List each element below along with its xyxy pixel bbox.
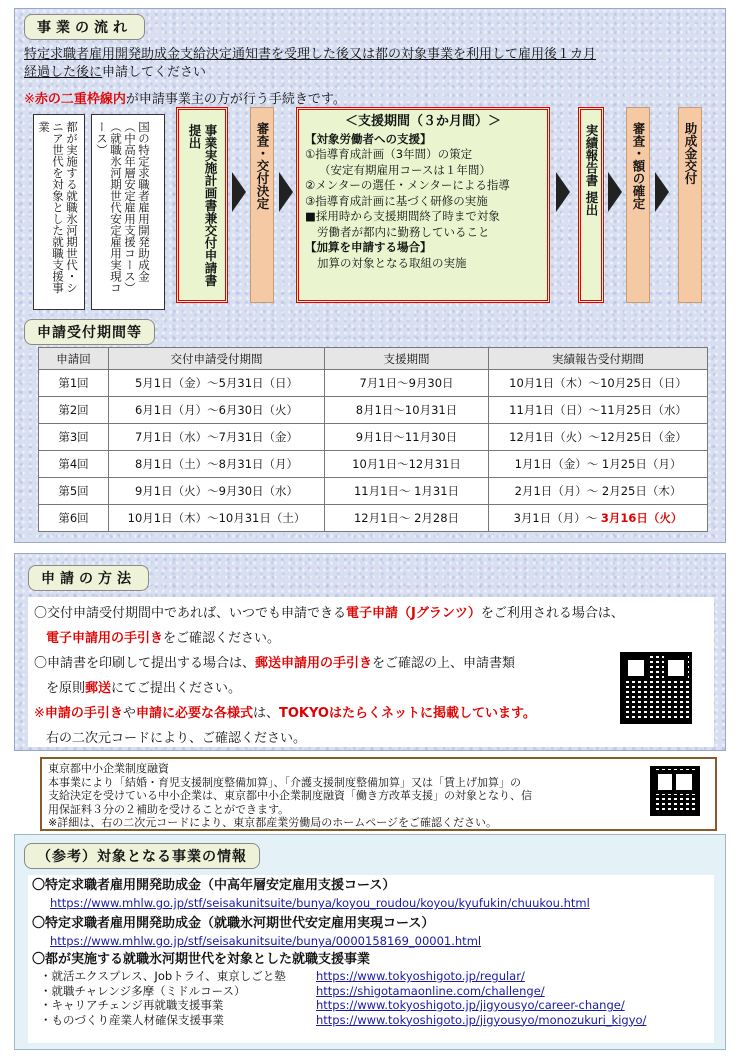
- schedule-table: [38, 347, 708, 532]
- table-cell: 第2回: [39, 397, 109, 424]
- support-line-5: ■採用時から支援期間終了時まで対象: [305, 209, 500, 223]
- qr-code-icon[interactable]: [650, 766, 700, 816]
- method-text: をご確認の上、申請書類: [372, 656, 516, 671]
- reference-box: [28, 875, 714, 1043]
- support-line-6: 労働者が都内に勤務していること: [317, 224, 490, 239]
- table-row: [39, 505, 708, 532]
- reference-link[interactable]: https://www.mhlw.go.jp/stf/seisakunitsuite/bunya/0000158169_00001.html: [50, 934, 482, 948]
- method-line-2: [34, 626, 708, 651]
- flow-step-amount-text: 審査・額の確定: [631, 122, 646, 210]
- flow-box-city-program-text: 都が実施する就職氷河期世代・シニア世代を対象とした就職支援事業: [37, 121, 79, 294]
- table-cell: 第3回: [39, 424, 109, 451]
- list-item: [32, 998, 710, 1013]
- arrow-icon: [556, 172, 570, 212]
- table-header: 支援期間: [325, 348, 489, 370]
- method-line-1: [34, 601, 708, 626]
- method-line-3: [34, 651, 708, 676]
- arrow-icon: [608, 172, 622, 212]
- arrow-icon: [279, 172, 293, 212]
- method-red: 郵送: [85, 681, 112, 696]
- table-row: [39, 424, 708, 451]
- method-red: 申請の手引き: [44, 706, 123, 721]
- note-rest: が申請事業主の方が行う手続きです。: [125, 92, 346, 107]
- table-cell: 第4回: [39, 451, 109, 478]
- loan-info-box: [40, 757, 717, 831]
- reference-link[interactable]: https://www.tokyoshigoto.jp/jigyousyo/monozukuri_kigyo/: [316, 1012, 647, 1027]
- table-cell-text: 3月1日（月）～: [513, 511, 601, 525]
- method-red: 電子申請（Jグランツ）: [346, 606, 481, 621]
- table-row: [39, 478, 708, 505]
- table-cell: 8月1日（土）～8月31日（月）: [109, 451, 325, 478]
- method-text: は、: [252, 706, 279, 721]
- flow-note: [24, 88, 346, 107]
- table-cell: 7月1日（水）～7月31日（金）: [109, 424, 325, 451]
- reference-url-row: [32, 933, 710, 950]
- period-section-title: 申請受付期間等: [24, 319, 155, 345]
- method-text: 〇交付申請受付期間中であれば、いつでも申請できる: [34, 606, 347, 621]
- table-cell: 第5回: [39, 478, 109, 505]
- note-red: 赤の二重枠線内: [34, 92, 126, 107]
- table-cell: 9月1日（火）～9月30日（水）: [109, 478, 325, 505]
- list-item: [32, 969, 710, 984]
- method-section-title: 申請の方法: [28, 565, 149, 591]
- loan-line: 用保証料３分の２補助を受けることができます。: [48, 802, 290, 816]
- table-cell: 6月1日（月）～6月30日（火）: [109, 397, 325, 424]
- method-text: にてご提出ください。: [111, 681, 242, 696]
- note-mark: ※: [24, 92, 35, 107]
- arrow-icon: [655, 172, 669, 212]
- table-row: [39, 397, 708, 424]
- loan-line: 支給決定を受けている中小企業は、東京都中小企業制度融資「働き方改革支援」の対象となり、信: [48, 789, 532, 802]
- support-line-7: 加算の対象となる取組の実施: [317, 255, 467, 270]
- intro-text-2: 経過した後に: [24, 65, 103, 80]
- support-header-2: 【加算を申請する場合】: [305, 240, 432, 254]
- flow-section-title: 事業の流れ: [24, 14, 145, 40]
- flow-step-plan-text: 事業実施計画書兼交付申請書 提出: [187, 124, 218, 287]
- arrow-icon: [232, 172, 246, 212]
- flow-step-review: [250, 107, 274, 303]
- reference-link[interactable]: https://www.tokyoshigoto.jp/regular/: [316, 969, 525, 983]
- flow-step-grant-text: 助成金交付: [683, 122, 698, 185]
- support-period-box: [296, 107, 550, 303]
- intro-text-3: 申請してください: [102, 65, 207, 80]
- support-line-2: （安定有期雇用コースは１年間）: [319, 162, 491, 177]
- flow-step-amount: [626, 107, 650, 303]
- method-text: をご利用される場合は、: [480, 606, 624, 621]
- list-item: [32, 1013, 710, 1028]
- method-text: を原則: [46, 681, 86, 696]
- reference-section-title: （参考）対象となる事業の情報: [24, 843, 260, 869]
- method-text: をご確認ください。: [163, 631, 281, 646]
- table-cell: 12月1日（火）～12月25日（金）: [489, 424, 708, 451]
- table-cell: 11月1日（日）～11月25日（水）: [489, 397, 708, 424]
- reference-url-row: [32, 895, 710, 912]
- table-cell: 10月1日（木）～10月31日（土）: [109, 505, 325, 532]
- table-cell: 2月1日（月）～ 2月25日（木）: [489, 478, 708, 505]
- method-text: 〇申請書を印刷して提出する場合は、: [34, 656, 256, 671]
- table-cell-red: 3月16日（火）: [600, 511, 683, 525]
- table-cell: 第6回: [39, 505, 109, 532]
- reference-link[interactable]: https://www.tokyoshigoto.jp/jigyousyo/career-change/: [316, 998, 625, 1012]
- method-text: や: [122, 706, 136, 721]
- table-cell: 5月1日（金）～5月31日（日）: [109, 370, 325, 397]
- table-header-row: [39, 348, 708, 370]
- support-header-1: 【対象労働者への支援】: [305, 131, 432, 146]
- support-line-4: ③指導育成計画に基づく研修の実施: [305, 193, 488, 208]
- table-cell: 9月1日～11月30日: [325, 424, 489, 451]
- table-cell: 11月1日～ 1月31日: [325, 478, 489, 505]
- qr-code-icon[interactable]: [620, 652, 692, 724]
- intro-text-1: 特定求職者雇用開発助成金支給決定通知書を受理した後又は都の対象事業を利用して雇用後１カ月: [24, 47, 597, 62]
- loan-line: 本事業により「結婚・育児支援制度整備加算」、「介護支援制度整備加算」又は「賃上げ加算」の: [48, 775, 521, 789]
- method-box: [28, 597, 714, 747]
- table-row: [39, 451, 708, 478]
- table-cell: [489, 505, 708, 532]
- table-cell: 12月1日～ 2月28日: [325, 505, 489, 532]
- loan-title: 東京都中小企業制度融資: [48, 762, 169, 775]
- support-line-1: ①指導育成計画（3年間）の策定: [305, 147, 473, 161]
- table-cell: 1月1日（金）～ 1月25日（月）: [489, 451, 708, 478]
- table-header: 交付申請受付期間: [109, 348, 325, 370]
- flow-box-city-program: [33, 114, 85, 310]
- method-red: TOKYOはたらくネットに掲載しています。: [278, 706, 536, 721]
- method-red: 電子申請用の手引き: [46, 631, 164, 646]
- table-cell: 10月1日（木）～10月25日（日）: [489, 370, 708, 397]
- support-line-3: ②メンターの選任・メンターによる指導: [305, 178, 510, 192]
- flow-step-review-text: 審査・交付決定: [255, 122, 270, 210]
- table-cell: 10月1日～12月31日: [325, 451, 489, 478]
- method-line-5: [34, 701, 708, 726]
- method-line-4: [34, 676, 708, 701]
- reference-link[interactable]: https://shigotamaonline.com/challenge/: [316, 983, 545, 998]
- list-item-name: ・就職チャレンジ多摩（ミドルコース）: [40, 983, 246, 998]
- reference-item-title: 〇都が実施する就職氷河期世代を対象とした就職支援事業: [32, 952, 371, 967]
- support-title: ＜支援期間（３か月間）＞: [344, 114, 501, 129]
- flow-step-report: [578, 107, 604, 303]
- list-item: [32, 984, 710, 999]
- reference-item-title: 〇特定求職者雇用開発助成金（中高年層安定雇用支援コース）: [32, 878, 396, 893]
- method-line-6: 右の二次元コードにより、ご確認ください。: [46, 731, 307, 746]
- flow-step-plan: [176, 107, 228, 303]
- loan-line: ※詳細は、右の二次元コードにより、東京都産業労働局のホームページをご確認ください。: [48, 816, 497, 829]
- table-row: [39, 370, 708, 397]
- table-header: 実績報告受付期間: [489, 348, 708, 370]
- reference-link[interactable]: https://www.mhlw.go.jp/stf/seisakunitsuite/bunya/koyou_roudou/koyou/kyufukin/chuukou.html: [50, 896, 590, 910]
- flow-box-national-subsidy: [91, 114, 165, 310]
- flow-step-grant: [678, 107, 702, 303]
- table-cell: 第1回: [39, 370, 109, 397]
- table-cell: 7月1日～9月30日: [325, 370, 489, 397]
- flow-intro: [24, 46, 714, 82]
- list-item-name: ・ものづくり産業人材確保支援事業: [40, 1012, 224, 1027]
- flow-step-report-text: 実績報告書 提出: [584, 124, 599, 216]
- method-mark: ※: [34, 706, 45, 721]
- table-header: 申請回: [39, 348, 109, 370]
- table-cell: 8月1日～10月31日: [325, 397, 489, 424]
- list-item-name: ・就活エクスプレス、Jobトライ、東京しごと塾: [40, 969, 286, 983]
- list-item-name: ・キャリアチェンジ再就職支援事業: [40, 998, 224, 1012]
- flow-box-national-subsidy-text: 国の特定求職者雇用開発助成金（中高年層安定雇用支援コース）（就職氷河期世代安定雇用実現コース）: [95, 121, 151, 294]
- reference-item-title: 〇特定求職者雇用開発助成金（就職氷河期世代安定雇用実現コース）: [32, 916, 435, 931]
- method-red: 申請に必要な各様式: [135, 706, 253, 721]
- method-red: 郵送申請用の手引き: [255, 656, 373, 671]
